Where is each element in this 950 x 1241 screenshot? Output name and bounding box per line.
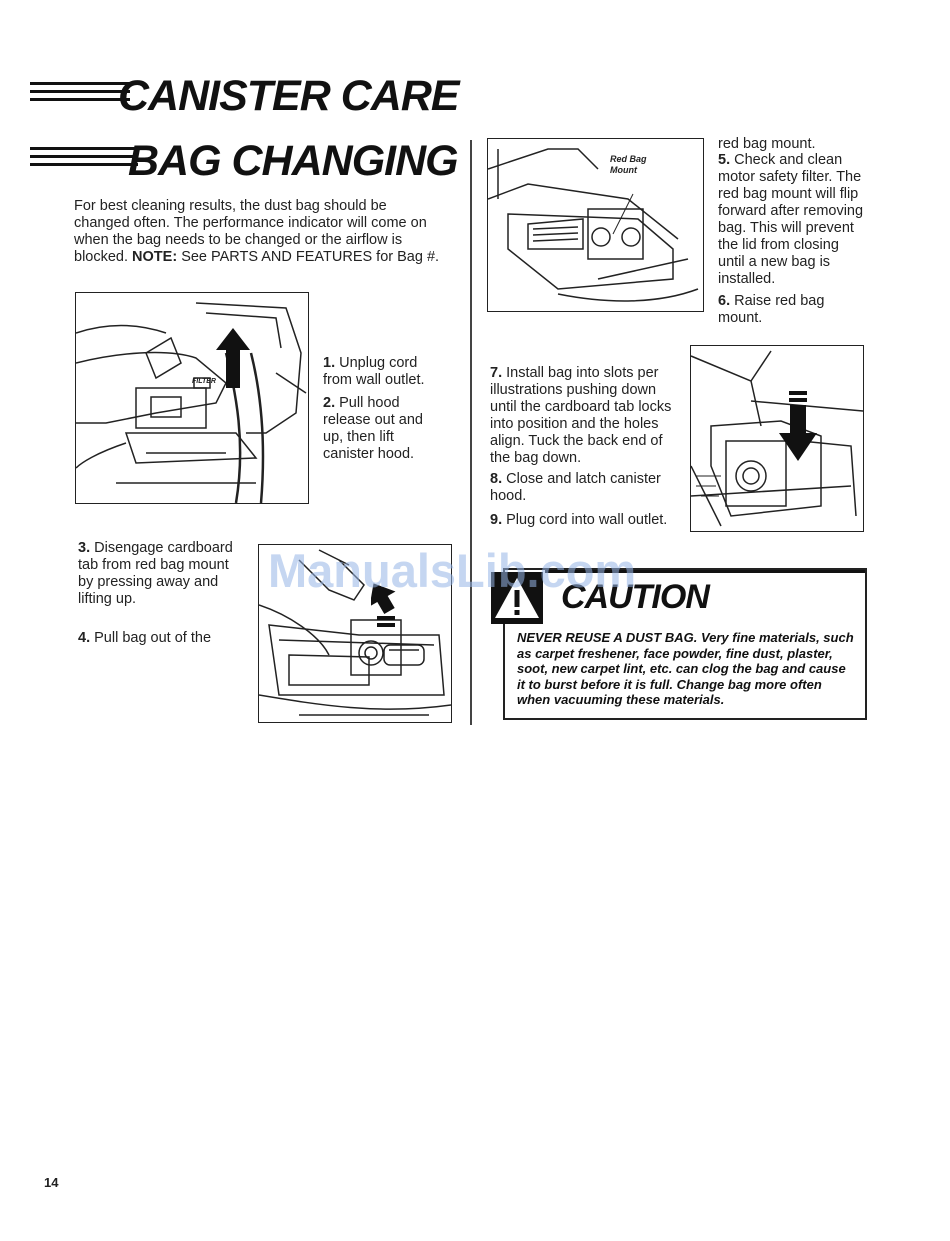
step-5: 5. Check and clean motor safety filter. The red bag mount will flip forward after removing bag. This will prevent the lid from closing until a new bag is installed. bbox=[718, 152, 864, 287]
figure-hood-release bbox=[75, 292, 309, 504]
step-3: 3. Disengage cardboard tab from red bag mount by pressing away and lifting up. bbox=[78, 540, 233, 607]
down-arrow-icon bbox=[779, 391, 817, 461]
section-title: BAG CHANGING bbox=[128, 137, 458, 185]
note-label: NOTE: bbox=[132, 249, 178, 265]
caution-text: NEVER REUSE A DUST BAG. Very fine materials, such as carpet freshener, face powder, fine dust, plaster, soot, new carpet lint, etc. can clog the bag and cause it to burst before it is full. Change bag more often when vacuuming these materials. bbox=[517, 630, 854, 707]
title1-rules bbox=[30, 82, 130, 106]
red-bag-mount-label: Red Bag Mount bbox=[610, 154, 647, 175]
column-divider bbox=[470, 140, 472, 725]
figure-red-bag-mount bbox=[487, 138, 704, 312]
caution-heading: CAUTION bbox=[561, 578, 709, 616]
page-number: 14 bbox=[44, 1175, 59, 1190]
watermark: ManualsLib.com bbox=[268, 544, 637, 597]
step-2: 2. Pull hood release out and up, then lift canister hood. bbox=[323, 395, 423, 462]
title2-rules bbox=[30, 147, 138, 171]
intro-paragraph: For best cleaning results, the dust bag should be changed often. The performance indicator will come on when the bag needs to be changed or the airflow is blocked. NOTE: See PARTS AND FEATURES for Bag #. bbox=[74, 198, 440, 265]
figure-install-bag bbox=[690, 345, 864, 532]
step-9: 9. Plug cord into wall outlet. bbox=[490, 512, 668, 528]
step-8: 8. Close and latch canister hood. bbox=[490, 471, 661, 504]
step-6: 6. Raise red bag mount. bbox=[718, 293, 825, 326]
filter-tag-label: FILTER bbox=[192, 378, 216, 385]
step-1: 1. Unplug cord from wall outlet. bbox=[323, 355, 425, 388]
step-4: 4. Pull bag out of the bbox=[78, 630, 212, 646]
step-7: 7. Install bag into slots per illustrations pushing down until the cardboard tab locks into position and the holes align. Tuck the back end of the bag down. bbox=[490, 365, 672, 466]
step-4-continued: red bag mount. bbox=[718, 136, 816, 152]
up-arrow-icon bbox=[216, 328, 250, 388]
page-title: CANISTER CARE bbox=[118, 72, 459, 120]
